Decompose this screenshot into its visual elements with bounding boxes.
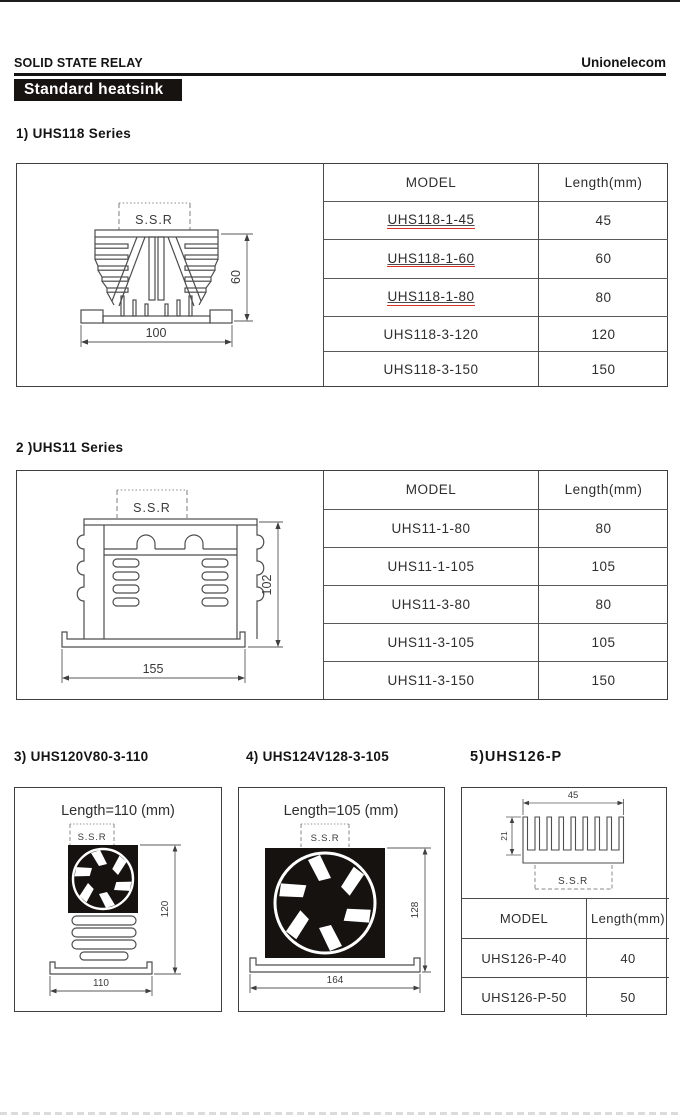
section4-heading: 4) UHS124V128-3-105 <box>246 749 390 764</box>
model-value: UHS11-3-150 <box>324 662 539 699</box>
uhs118-cross-section-diagram <box>17 164 323 385</box>
uhs11-panel <box>16 470 668 700</box>
table-row <box>324 317 669 352</box>
table-row <box>462 939 669 978</box>
length-column-header: Length(mm) <box>587 899 670 939</box>
uhs118-spec-table <box>323 164 668 386</box>
height-dimension-label: 128 <box>410 901 421 919</box>
length-label: Length=105 (mm) <box>283 803 399 819</box>
table-row <box>324 547 669 585</box>
uhs126p-spec-table <box>462 898 669 1017</box>
length-value: 60 <box>539 240 669 279</box>
table-row <box>324 585 669 623</box>
header-rule <box>14 73 666 76</box>
length-value: 150 <box>539 662 669 699</box>
heatsink-outline <box>81 230 232 323</box>
bottom-scan-artifact <box>0 1112 680 1115</box>
uhs118-panel <box>16 163 668 387</box>
ssr-label: S.S.R <box>77 832 107 843</box>
width-dimension-label: 100 <box>145 326 167 340</box>
length-label: Length=110 (mm) <box>61 803 175 819</box>
model-link[interactable]: UHS118-1-45 <box>387 212 475 228</box>
table-row <box>324 509 669 547</box>
model-value: UHS126-P-40 <box>462 939 587 978</box>
model-value: UHS126-P-50 <box>462 978 587 1017</box>
length-value: 120 <box>539 317 669 352</box>
length-value: 80 <box>539 585 669 623</box>
model-link[interactable]: UHS118-1-80 <box>387 289 475 305</box>
table-header-row <box>324 471 669 509</box>
section2-heading: 2 )UHS11 Series <box>16 440 124 455</box>
section5-heading: 5)UHS126-P <box>470 749 563 765</box>
model-value: UHS11-1-105 <box>324 547 539 585</box>
uhs126p-panel <box>461 787 667 1015</box>
ssr-label: S.S.R <box>135 213 173 227</box>
uhs11-spec-table <box>323 471 668 699</box>
width-dimension-label: 45 <box>567 790 579 801</box>
uhs126p-profile-diagram <box>462 788 665 898</box>
width-dimension-label: 155 <box>142 662 164 676</box>
fan-housing <box>265 848 385 958</box>
ssr-label: S.S.R <box>310 833 340 844</box>
uhs120v80-fan-diagram <box>15 788 220 1010</box>
height-dimension-label: 60 <box>229 270 243 284</box>
table-header-row <box>462 899 669 939</box>
model-value: UHS11-3-105 <box>324 624 539 662</box>
model-column-header: MODEL <box>324 471 539 509</box>
model-column-header: MODEL <box>462 899 587 939</box>
top-border-line <box>0 0 680 2</box>
model-column-header: MODEL <box>324 164 539 201</box>
fan-housing <box>68 845 138 913</box>
width-dimension-label: 110 <box>93 978 109 989</box>
section1-heading: 1) UHS118 Series <box>16 126 132 141</box>
table-row <box>324 278 669 317</box>
model-link[interactable]: UHS118-1-60 <box>387 250 475 266</box>
length-column-header: Length(mm) <box>539 471 669 509</box>
ssr-label: S.S.R <box>557 876 589 887</box>
height-dimension-label: 21 <box>499 831 509 841</box>
table-row <box>324 240 669 279</box>
length-value: 105 <box>539 624 669 662</box>
length-value: 40 <box>587 939 670 978</box>
uhs124v128-panel <box>238 787 445 1012</box>
section3-heading: 3) UHS120V80-3-110 <box>14 749 149 764</box>
base-plate <box>250 958 420 972</box>
table-row <box>324 352 669 386</box>
table-row <box>324 662 669 699</box>
dimension-lines <box>62 522 283 683</box>
product-category-label: SOLID STATE RELAY <box>14 56 143 70</box>
dimension-lines <box>506 799 624 855</box>
table-row <box>462 978 669 1017</box>
table-row <box>324 624 669 662</box>
model-value: UHS118-3-120 <box>324 317 539 352</box>
length-value: 45 <box>539 201 669 240</box>
length-value: 80 <box>539 509 669 547</box>
page-title-banner: Standard heatsink <box>14 79 182 101</box>
table-row <box>324 201 669 240</box>
heatsink-fins <box>50 916 152 974</box>
length-column-header: Length(mm) <box>539 164 669 201</box>
ssr-label: S.S.R <box>133 501 171 515</box>
uhs11-cross-section-diagram <box>17 471 323 698</box>
length-value: 150 <box>539 352 669 386</box>
height-dimension-label: 102 <box>260 574 274 596</box>
model-value: UHS118-3-150 <box>324 352 539 386</box>
length-value: 50 <box>587 978 670 1017</box>
table-header-row <box>324 164 669 201</box>
length-value: 105 <box>539 547 669 585</box>
brand-logo-text: Unionelecom <box>581 55 666 70</box>
width-dimension-label: 164 <box>326 975 344 986</box>
length-value: 80 <box>539 278 669 317</box>
model-value: UHS11-1-80 <box>324 509 539 547</box>
uhs120v80-panel <box>14 787 222 1012</box>
heatsink-outline <box>62 519 264 647</box>
height-dimension-label: 120 <box>160 900 171 918</box>
model-value: UHS11-3-80 <box>324 585 539 623</box>
uhs124v128-fan-diagram <box>239 788 443 1010</box>
heatsink-comb-outline <box>523 817 624 863</box>
